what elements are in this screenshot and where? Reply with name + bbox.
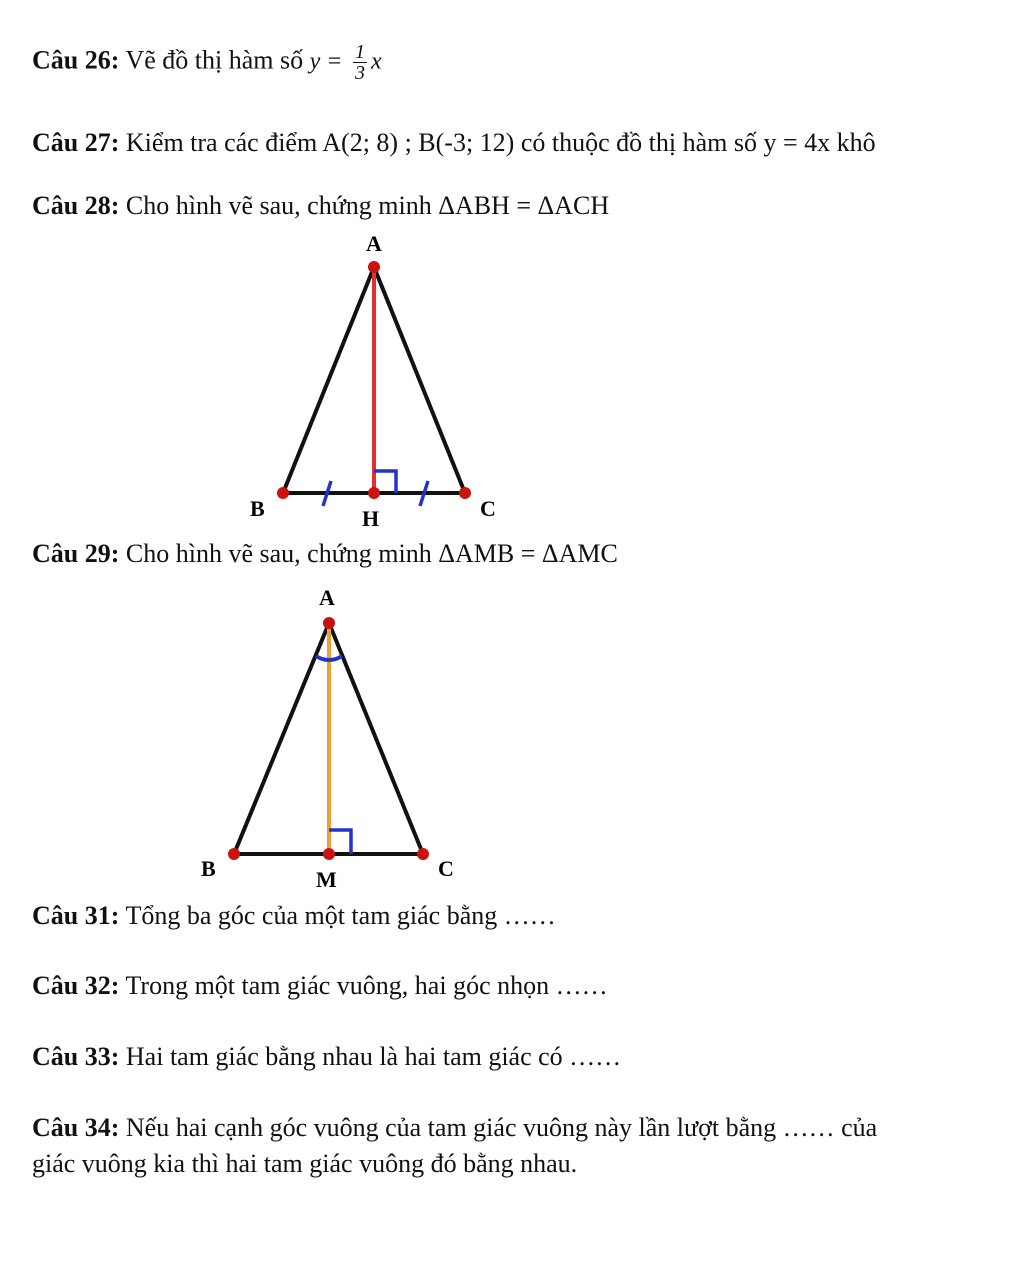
question-28-text: Cho hình vẽ sau, chứng minh ΔABH = ΔACH (125, 191, 610, 220)
question-34-label: Câu 34: (32, 1113, 120, 1142)
question-32 (32, 970, 608, 1002)
question-34-line2 (32, 1148, 577, 1180)
point-b (277, 487, 289, 499)
question-31-text: Tổng ba góc của một tam giác bằng …… (125, 901, 556, 930)
question-32-text: Trong một tam giác vuông, hai góc nhọn …… (125, 971, 608, 1000)
question-31-label: Câu 31: (32, 901, 120, 930)
formula-lhs: y = (309, 48, 343, 75)
side-ac (374, 267, 465, 493)
question-34-text-line1: Nếu hai cạnh góc vuông của tam giác vuông này lần lượt bằng …… của (125, 1113, 878, 1142)
question-31 (32, 900, 556, 932)
label-h: H (362, 506, 380, 531)
question-27-label: Câu 27: (32, 128, 120, 157)
point-a (323, 617, 335, 629)
label-c: C (480, 496, 496, 521)
point-c (417, 848, 429, 860)
question-29-label: Câu 29: (32, 539, 120, 568)
point-c (459, 487, 471, 499)
side-ab (283, 267, 374, 493)
label-m: M (316, 867, 337, 892)
point-h (368, 487, 380, 499)
question-28-label: Câu 28: (32, 191, 120, 220)
figure-triangle-amb-amc (190, 580, 480, 900)
question-28 (32, 190, 609, 222)
fraction-denominator: 3 (354, 62, 365, 84)
question-33 (32, 1041, 621, 1073)
question-26-label: Câu 26: (32, 45, 120, 75)
side-ab (234, 623, 329, 854)
figure-triangle-abh-ach (230, 225, 520, 535)
question-33-label: Câu 33: (32, 1042, 120, 1071)
point-m (323, 848, 335, 860)
question-27-text: Kiểm tra các điểm A(2; 8) ; B(-3; 12) có thuộc đồ thị hàm số y = 4x khô (125, 128, 876, 157)
formula-variable: x (370, 48, 382, 75)
point-b (228, 848, 240, 860)
label-a: A (366, 231, 382, 256)
label-a: A (319, 585, 335, 610)
fraction-one-third (353, 42, 367, 83)
question-26-text: Vẽ đồ thị hàm số (125, 45, 304, 75)
question-34-text-line2: giác vuông kia thì hai tam giác vuông đó bằng nhau. (32, 1149, 578, 1178)
question-27 (32, 127, 876, 159)
point-a (368, 261, 380, 273)
question-32-label: Câu 32: (32, 971, 120, 1000)
question-33-text: Hai tam giác bằng nhau là hai tam giác có …… (125, 1042, 622, 1071)
question-34 (32, 1112, 877, 1144)
question-29 (32, 538, 618, 570)
label-c: C (438, 856, 454, 881)
question-26 (32, 42, 382, 83)
question-29-text: Cho hình vẽ sau, chứng minh ΔAMB = ΔAMC (125, 539, 618, 568)
label-b: B (201, 856, 216, 881)
label-b: B (250, 496, 265, 521)
fraction-numerator: 1 (354, 41, 365, 63)
